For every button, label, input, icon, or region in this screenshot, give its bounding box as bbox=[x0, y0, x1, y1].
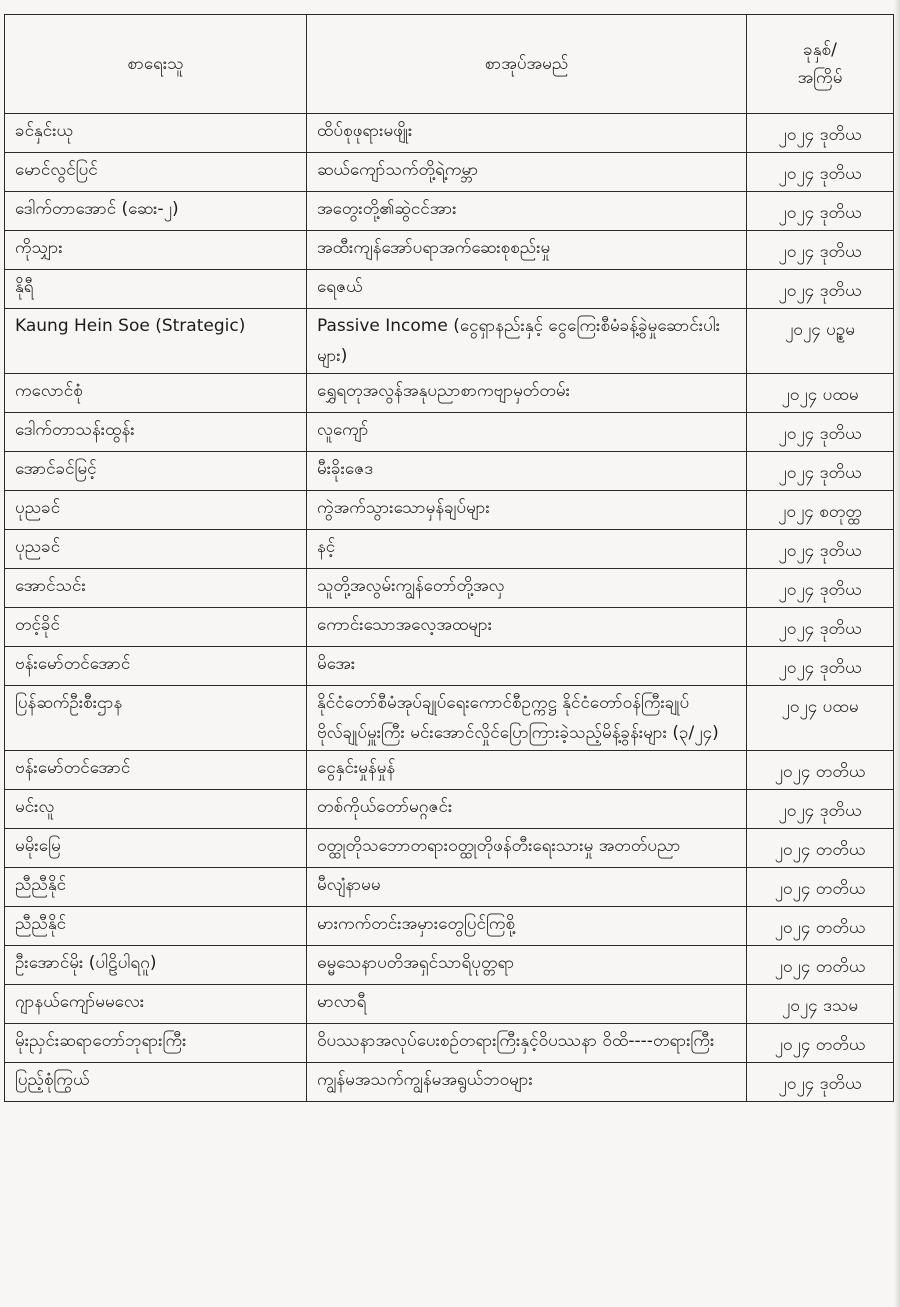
cell-edition: ၂၀၂၄ ဒုတိယ bbox=[747, 270, 894, 309]
cell-title: တစ်ကိုယ်တော်မဂ္ဂဇင်း bbox=[307, 790, 747, 829]
table-row bbox=[5, 686, 894, 751]
cell-author: ပြည့်စုံကြွယ် bbox=[5, 1063, 307, 1102]
header-edition bbox=[747, 15, 894, 114]
cell-title: ကောင်းသောအလေ့အထများ bbox=[307, 608, 747, 647]
cell-title: ရွှေရတုအလွန်အနုပညာစာကဗျာမှတ်တမ်း bbox=[307, 374, 747, 413]
cell-author: မင်းလူ bbox=[5, 790, 307, 829]
cell-edition: ၂၀၂၄ ဒုတိယ bbox=[747, 647, 894, 686]
header-author: စာရေးသူ bbox=[5, 15, 307, 114]
cell-title: မာလာရီ bbox=[307, 985, 747, 1024]
table-row bbox=[5, 1063, 894, 1102]
cell-author: ခင်နှင်းယု bbox=[5, 114, 307, 153]
table-row bbox=[5, 608, 894, 647]
cell-edition: ၂၀၂၄ တတိယ bbox=[747, 868, 894, 907]
cell-author: ညီညီနိုင် bbox=[5, 907, 307, 946]
cell-author: မမိုးမြေ bbox=[5, 829, 307, 868]
cell-title: အတွေးတို့၏ဆွဲငင်အား bbox=[307, 192, 747, 231]
cell-author: ပြန်ဆက်ဦးစီးဌာန bbox=[5, 686, 307, 751]
table-row bbox=[5, 192, 894, 231]
cell-author: Kaung Hein Soe (Strategic) bbox=[5, 309, 307, 374]
cell-title: လူကျော် bbox=[307, 413, 747, 452]
header-row bbox=[5, 15, 894, 114]
cell-title: ကွဲအက်သွားသောမှန်ချပ်များ bbox=[307, 491, 747, 530]
table-row bbox=[5, 114, 894, 153]
cell-title: မီလျံနာမမ bbox=[307, 868, 747, 907]
header-edition-line2: အကြိမ် bbox=[797, 68, 843, 88]
page-edge-shadow bbox=[894, 0, 900, 1307]
table-row bbox=[5, 270, 894, 309]
cell-author: ဗန်းမော်တင်အောင် bbox=[5, 647, 307, 686]
cell-edition: ၂၀၂၄ ဒုတိယ bbox=[747, 452, 894, 491]
cell-edition: ၂၀၂၄ ဒုတိယ bbox=[747, 231, 894, 270]
table-row bbox=[5, 985, 894, 1024]
cell-author: ဒေါက်တာသန်းထွန်း bbox=[5, 413, 307, 452]
cell-edition: ၂၀၂၄ ပဉ္စမ bbox=[747, 309, 894, 374]
table-row bbox=[5, 829, 894, 868]
table-row bbox=[5, 530, 894, 569]
cell-title: သူတို့အလွမ်းကျွန်တော်တို့အလှ bbox=[307, 569, 747, 608]
cell-author: အောင်ခင်မြင့် bbox=[5, 452, 307, 491]
cell-edition: ၂၀၂၄ ဒုတိယ bbox=[747, 1063, 894, 1102]
table-row bbox=[5, 751, 894, 790]
cell-title: ဆယ်ကျော်သက်တို့ရဲ့ကမ္ဘာ bbox=[307, 153, 747, 192]
cell-title: ဓမ္မသေနာပတိအရှင်သာရိပုတ္တရာ bbox=[307, 946, 747, 985]
book-list-table bbox=[4, 14, 894, 1102]
table-row bbox=[5, 1024, 894, 1063]
table-header bbox=[5, 15, 894, 114]
table-row bbox=[5, 946, 894, 985]
cell-title: မိအေး bbox=[307, 647, 747, 686]
cell-author: ဦးအောင်မိုး (ပါဠိပါရဂူ) bbox=[5, 946, 307, 985]
cell-author: အောင်သင်း bbox=[5, 569, 307, 608]
cell-edition: ၂၀၂၄ ဒုတိယ bbox=[747, 608, 894, 647]
table-row bbox=[5, 868, 894, 907]
cell-edition: ၂၀၂၄ ပထမ bbox=[747, 686, 894, 751]
cell-title: မီးခိုးဇေဒ bbox=[307, 452, 747, 491]
cell-author: ဗန်းမော်တင်အောင် bbox=[5, 751, 307, 790]
cell-author: မောင်လွင်ပြင် bbox=[5, 153, 307, 192]
table-row bbox=[5, 491, 894, 530]
header-edition-line1: ခုနှစ်/ bbox=[803, 40, 837, 60]
cell-author: ညီညီနိုင် bbox=[5, 868, 307, 907]
cell-edition: ၂၀၂၄ ဒုတိယ bbox=[747, 192, 894, 231]
table-row bbox=[5, 907, 894, 946]
cell-title: နိုင်ငံတော်စီမံအုပ်ချုပ်ရေးကောင်စီဥက္ကဋ္ဌ နိုင်ငံတော်ဝန်ကြီးချုပ်ဗိုလ်ချုပ်မှူးကြီး မင်းအောင်လှိုင်ပြောကြားခဲ့သည့်မိန့်ခွန်းများ (၃/၂၄) bbox=[307, 686, 747, 751]
cell-edition: ၂၀၂၄ ဒုတိယ bbox=[747, 530, 894, 569]
cell-edition: ၂၀၂၄ စတုတ္ထ bbox=[747, 491, 894, 530]
table-row bbox=[5, 374, 894, 413]
cell-edition: ၂၀၂၄ ဒုတိယ bbox=[747, 569, 894, 608]
cell-edition: ၂၀၂၄ ဒုတိယ bbox=[747, 790, 894, 829]
cell-edition: ၂၀၂၄ ပထမ bbox=[747, 374, 894, 413]
table-row bbox=[5, 790, 894, 829]
cell-title: Passive Income (ငွေရှာနည်းနှင့် ငွေကြေးစီမံခန့်ခွဲမှုဆောင်းပါးများ) bbox=[307, 309, 747, 374]
cell-title: အထီးကျန်အော်ပရာအက်ဆေးစုစည်းမှု bbox=[307, 231, 747, 270]
cell-author: ပုညခင် bbox=[5, 491, 307, 530]
cell-title: နင့် bbox=[307, 530, 747, 569]
cell-edition: ၂၀၂၄ တတိယ bbox=[747, 1024, 894, 1063]
table-row bbox=[5, 231, 894, 270]
table-row bbox=[5, 309, 894, 374]
cell-author: ကိုသျှား bbox=[5, 231, 307, 270]
table-row bbox=[5, 569, 894, 608]
table-row bbox=[5, 452, 894, 491]
cell-title: ဝတ္ထုတိုသဘောတရားဝတ္ထုတိုဖန်တီးရေးသားမှု အတတ်ပညာ bbox=[307, 829, 747, 868]
header-title: စာအုပ်အမည် bbox=[307, 15, 747, 114]
cell-title: ဝိပဿနာအလုပ်ပေးစဉ်တရားကြီးနှင့်ဝိပဿနာ ဝိထိ----တရားကြီး bbox=[307, 1024, 747, 1063]
cell-edition: ၂၀၂၄ တတိယ bbox=[747, 829, 894, 868]
cell-author: ဒေါက်တာအောင် (ဆေး-၂) bbox=[5, 192, 307, 231]
cell-author: ဂျာနယ်ကျော်မမလေး bbox=[5, 985, 307, 1024]
table-row bbox=[5, 647, 894, 686]
cell-author: မိုးညှင်းဆရာတော်ဘုရားကြီး bbox=[5, 1024, 307, 1063]
table-row bbox=[5, 153, 894, 192]
cell-title: ကျွန်မအသက်ကျွန်မအရွယ်ဘဝများ bbox=[307, 1063, 747, 1102]
table-body bbox=[5, 114, 894, 1102]
cell-author: ပုညခင် bbox=[5, 530, 307, 569]
cell-title: မားကက်တင်းအမှားတွေပြင်ကြစို့ bbox=[307, 907, 747, 946]
cell-author: နိုရီ bbox=[5, 270, 307, 309]
cell-edition: ၂၀၂၄ ဒုတိယ bbox=[747, 153, 894, 192]
cell-edition: ၂၀၂၄ တတိယ bbox=[747, 751, 894, 790]
cell-edition: ၂၀၂၄ ဒသမ bbox=[747, 985, 894, 1024]
table-row bbox=[5, 413, 894, 452]
cell-author: တင့်ခိုင် bbox=[5, 608, 307, 647]
cell-title: ငွေနှင်းမှုန်မှုန် bbox=[307, 751, 747, 790]
cell-edition: ၂၀၂၄ ဒုတိယ bbox=[747, 413, 894, 452]
cell-title: ထိပ်စုဖုရားမဖျိုး bbox=[307, 114, 747, 153]
cell-edition: ၂၀၂၄ တတိယ bbox=[747, 946, 894, 985]
cell-title: ရေဇယ် bbox=[307, 270, 747, 309]
cell-author: ကလောင်စုံ bbox=[5, 374, 307, 413]
cell-edition: ၂၀၂၄ တတိယ bbox=[747, 907, 894, 946]
cell-edition: ၂၀၂၄ ဒုတိယ bbox=[747, 114, 894, 153]
